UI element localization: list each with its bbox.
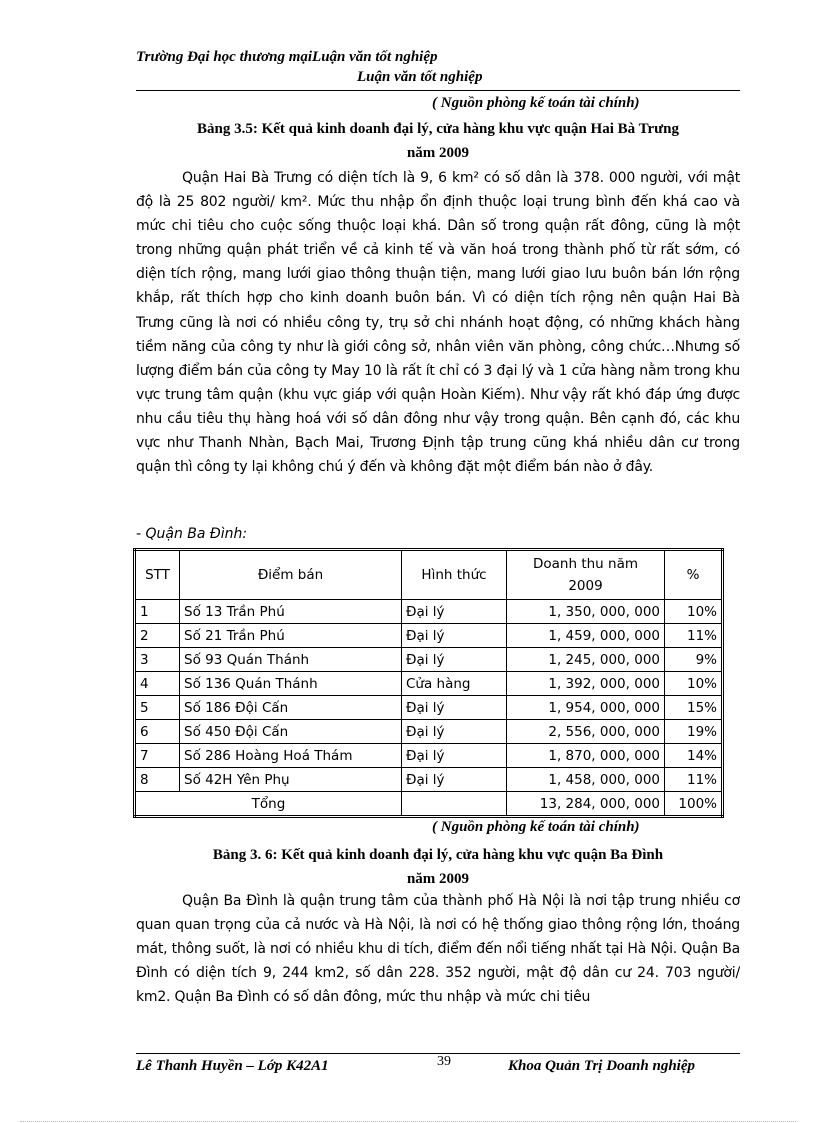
table-row xyxy=(135,672,723,696)
cell-point: Số 42H Yên Phụ xyxy=(180,768,402,792)
footer-author: Lê Thanh Huyền – Lớp K42A1 xyxy=(136,1058,329,1074)
page-number: 39 xyxy=(437,1054,451,1069)
cell-pct: 14% xyxy=(665,744,723,768)
paragraph-hai-ba-trung-text: Quận Hai Bà Trưng có diện tích là 9, 6 km² có số dân là 378. 000 người, với mật độ là 25 802 người/ km². Mức thu nhập ổn định thuộc loại trung bình đến khá cao và mức chi tiêu cho cuộc sống thuộc loại khá. Dân số trong quận rất đông, cũng là một trong những quận phát triển về cả kinh tế và văn hoá trong thành phố từ rất sớm, có diện tích rộng, mang lưới giao thông thuận tiện, mang lưới giao lưu buôn bán lớn rộng khắp, rất thích hợp cho kinh doanh buôn bán. Vì có diện tích rộng nên quận Hai Bà Trưng cũng là nơi có nhiều công ty, trụ sở chi nhánh hoạt động, có những khách hàng tiềm năng của công ty như là giới công sở, nhân viên văn phòng, công chức…Nhưng số lượng điểm bán của công ty May 10 là rất ít chỉ có 3 đại lý và 1 cửa hàng nằm trong khu vực trung tâm quận (khu vực giáp với quận Hoàn Kiếm). Như vậy rất khó đáp ứng được nhu cầu tiêu thụ hàng hoá với số dân đông như vậy trong quận. Bên cạnh đó, các khu vực như Thanh Nhàn, Bạch Mai, Trương Định tập trung cũng khá nhiều dân cư trong quận thì công ty lại không chú ý đến và không đặt một điểm bán nào ở đây. xyxy=(136,170,740,476)
section-label-ba-dinh: - Quận Ba Đình: xyxy=(136,526,248,542)
cell-revenue: 1, 954, 000, 000 xyxy=(507,696,665,720)
footer-faculty: Khoa Quản Trị Doanh nghiệp xyxy=(508,1058,696,1074)
header-subtitle: Luận văn tốt nghiệp xyxy=(357,69,483,85)
paragraph-hai-ba-trung xyxy=(136,166,740,479)
cell-stt: 3 xyxy=(135,648,180,672)
paragraph-ba-dinh xyxy=(136,889,740,1009)
cell-stt: 1 xyxy=(135,600,180,624)
cell-point: Số 21 Trần Phú xyxy=(180,624,402,648)
cell-pct: 11% xyxy=(665,624,723,648)
table-row xyxy=(135,600,723,624)
header-divider xyxy=(136,90,740,91)
table-row xyxy=(135,744,723,768)
cell-form: Đại lý xyxy=(402,744,507,768)
cell-form: Đại lý xyxy=(402,768,507,792)
header-title: Trường Đại học thương mạiLuận văn tốt nghiệp xyxy=(136,49,438,65)
cell-form: Đại lý xyxy=(402,624,507,648)
cell-total-revenue: 13, 284, 000, 000 xyxy=(507,792,665,817)
cell-point: Số 13 Trần Phú xyxy=(180,600,402,624)
paragraph-ba-dinh-text: Quận Ba Đình là quận trung tâm của thành phố Hà Nội là nơi tập trung nhiều cơ quan quan trọng của cả nước và Hà Nội, là nơi có hệ thống giao thông rộng lớn, thoáng mát, thông suốt, là nơi có nhiều khu di tích, điểm đến nổi tiếng nhất tại Hà Nội. Quận Ba Đình có diện tích 9, 244 km2, số dân 228. 352 người, mật độ dân cư 24. 703 người/ km2. Quận Ba Đình có số dân đông, mức thu nhập và mức chi tiêu xyxy=(136,893,740,1006)
cell-total-label: Tổng xyxy=(135,792,402,817)
header-pct: % xyxy=(665,550,723,600)
cell-point: Số 450 Đội Cấn xyxy=(180,720,402,744)
cell-pct: 10% xyxy=(665,672,723,696)
table-header-row xyxy=(135,550,723,600)
cell-pct: 9% xyxy=(665,648,723,672)
table-caption-3-5 xyxy=(136,117,740,165)
cell-pct: 10% xyxy=(665,600,723,624)
cell-point: Số 186 Đội Cấn xyxy=(180,696,402,720)
cell-revenue: 2, 556, 000, 000 xyxy=(507,720,665,744)
header-point: Điểm bán xyxy=(180,550,402,600)
cell-stt: 4 xyxy=(135,672,180,696)
revenue-table-ba-dinh xyxy=(133,548,724,818)
table-row xyxy=(135,648,723,672)
table-caption-3-6 xyxy=(136,843,740,891)
cell-form: Đại lý xyxy=(402,696,507,720)
cell-revenue: 1, 392, 000, 000 xyxy=(507,672,665,696)
table-total-row xyxy=(135,792,723,817)
table-row xyxy=(135,768,723,792)
cell-revenue: 1, 350, 000, 000 xyxy=(507,600,665,624)
cell-revenue: 1, 245, 000, 000 xyxy=(507,648,665,672)
cell-stt: 7 xyxy=(135,744,180,768)
cell-pct: 19% xyxy=(665,720,723,744)
cell-stt: 5 xyxy=(135,696,180,720)
cell-stt: 2 xyxy=(135,624,180,648)
table-caption-3-5-line2: năm 2009 xyxy=(406,145,470,161)
table-caption-3-5-line1: Bảng 3.5: Kết quả kinh doanh đại lý, cửa hàng khu vực quận Hai Bà Trưng xyxy=(196,121,679,137)
cell-form: Cửa hàng xyxy=(402,672,507,696)
cell-total-pct: 100% xyxy=(665,792,723,817)
cell-point: Số 136 Quán Thánh xyxy=(180,672,402,696)
cell-form: Đại lý xyxy=(402,600,507,624)
cell-point: Số 93 Quán Thánh xyxy=(180,648,402,672)
cell-revenue: 1, 459, 000, 000 xyxy=(507,624,665,648)
table-row xyxy=(135,696,723,720)
header-form: Hình thức xyxy=(402,550,507,600)
cell-stt: 6 xyxy=(135,720,180,744)
cell-stt: 8 xyxy=(135,768,180,792)
source-note-top: ( Nguồn phòng kế toán tài chính) xyxy=(432,95,640,111)
source-note-bottom: ( Nguồn phòng kế toán tài chính) xyxy=(432,819,640,835)
header-revenue-line2: 2009 xyxy=(568,578,603,594)
header-revenue xyxy=(507,550,665,600)
cell-total-form xyxy=(402,792,507,817)
page-edge xyxy=(20,1121,796,1122)
cell-form: Đại lý xyxy=(402,720,507,744)
cell-form: Đại lý xyxy=(402,648,507,672)
cell-pct: 15% xyxy=(665,696,723,720)
table-row xyxy=(135,720,723,744)
table-caption-3-6-line1: Bảng 3. 6: Kết quả kinh doanh đại lý, cửa hàng khu vực quận Ba Đình xyxy=(212,847,664,863)
header-stt: STT xyxy=(135,550,180,600)
cell-revenue: 1, 870, 000, 000 xyxy=(507,744,665,768)
cell-point: Số 286 Hoàng Hoá Thám xyxy=(180,744,402,768)
cell-pct: 11% xyxy=(665,768,723,792)
table-row xyxy=(135,624,723,648)
cell-revenue: 1, 458, 000, 000 xyxy=(507,768,665,792)
header-revenue-line1: Doanh thu năm xyxy=(532,556,638,572)
table-caption-3-6-line2: năm 2009 xyxy=(406,871,470,887)
